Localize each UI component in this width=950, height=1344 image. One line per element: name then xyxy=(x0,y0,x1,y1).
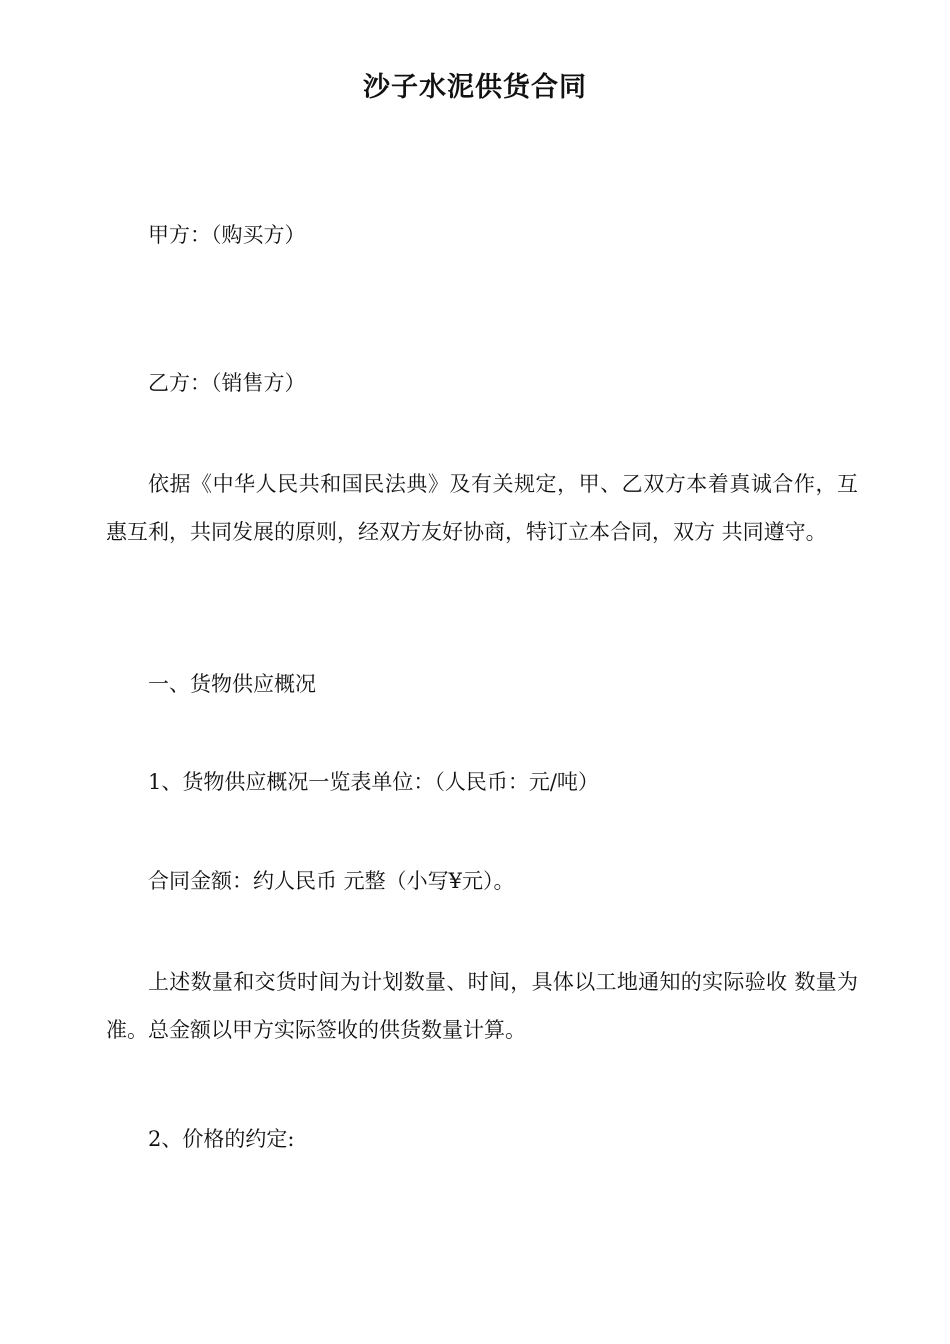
document-title: 沙子水泥供货合同 xyxy=(363,72,587,103)
quantity-paragraph: 上述数量和交货时间为计划数量、时间，具体以工地通知的实际验收 数量为准。总金额以甲方实际签收的供货数量计算。 xyxy=(106,970,858,1042)
intro-paragraph: 依据《中华人民共和国民法典》及有关规定，甲、乙双方本着真诚合作，互惠互利，共同发展的原则，经双方友好协商，特订立本合同，双方 共同遵守。 xyxy=(106,472,858,544)
section-1-heading: 一、货物供应概况 xyxy=(148,672,316,696)
item-2-line: 2、价格的约定: xyxy=(148,1127,295,1151)
party-a-line: 甲方：（购买方） xyxy=(148,223,306,247)
item-1-line: 1、货物供应概况一览表单位：（人民币：元/吨） xyxy=(148,770,599,794)
contract-amount-line: 合同金额：约人民币 元整（小写¥元）。 xyxy=(148,869,515,893)
party-b-line: 乙方：（销售方） xyxy=(148,371,306,395)
